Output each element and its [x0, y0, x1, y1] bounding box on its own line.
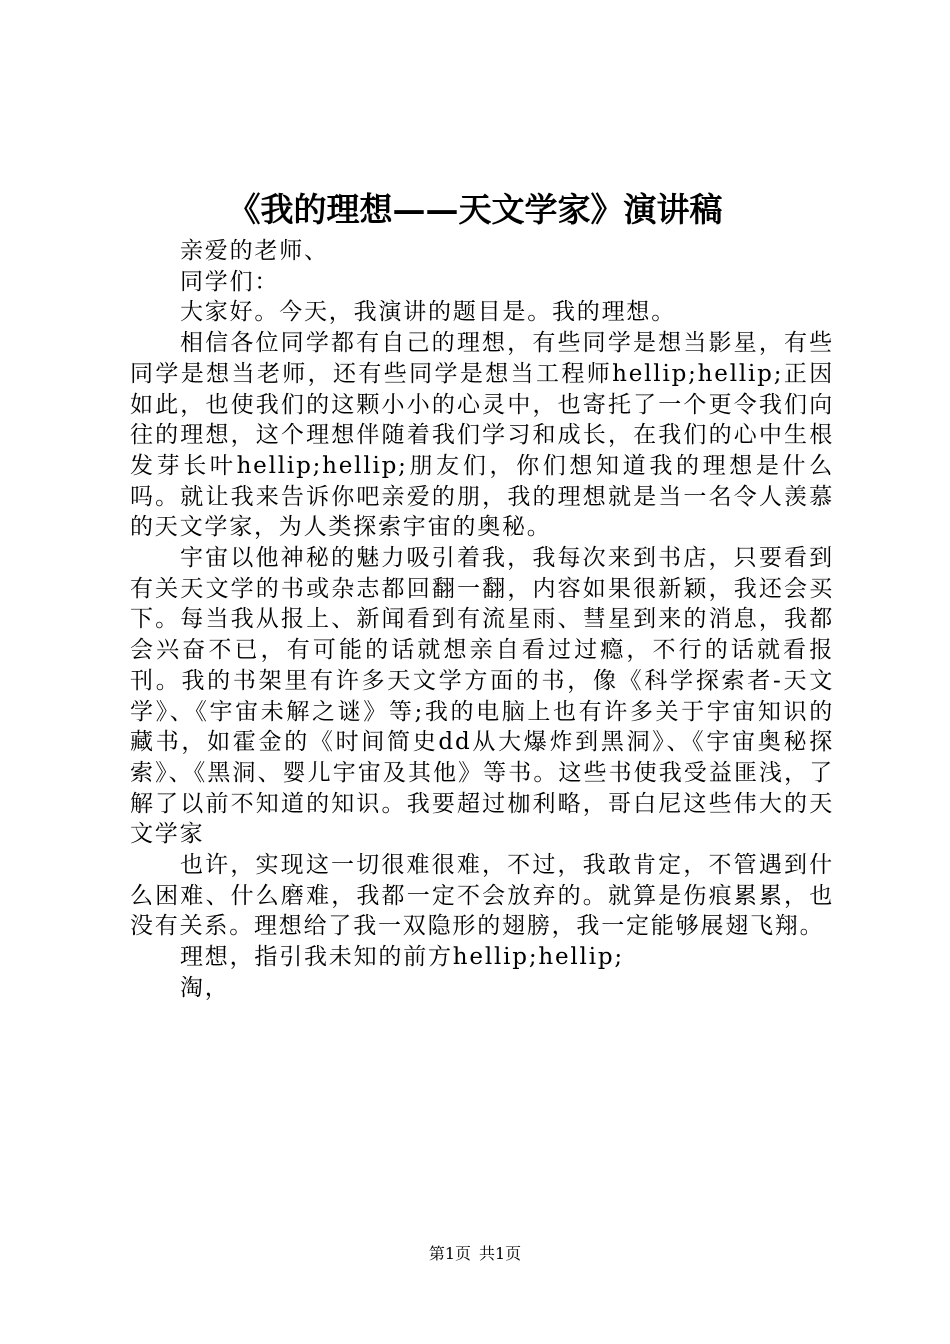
- paragraph-determination: 也许，实现这一切很难很难，不过，我敢肯定，不管遇到什么困难、什么磨难，我都一定不会放弃的。就算是伤痕累累，也没有关系。理想给了我一双隐形的翅膀，我一定能够展翅飞翔。: [130, 852, 834, 940]
- page-footer: [0, 1242, 950, 1266]
- paragraph-universe-interest: 宇宙以他神秘的魅力吸引着我，我每次来到书店，只要看到有关天文学的书或杂志都回翻一翻，内容如果很新颖，我还会买下。每当我从报上、新闻看到有流星雨、彗星到来的消息，我都会兴奋不已，有可能的话就想亲自看过过瘾，不行的话就看报刊。我的书架里有许多天文学方面的书，像《科学探索者-天文学》、《宇宙未解之谜》等;我的电脑上也有许多关于宇宙知识的藏书，如霍金的《时间简史dd从大爆炸到黑洞》、《宇宙奥秘探索》、《黑洞、婴儿宇宙及其他》等书。这些书使我受益匪浅，了解了以前不知道的知识。我要超过枷利略，哥白尼这些伟大的天文学家: [130, 545, 834, 848]
- paragraph-trailing: 淘，: [180, 974, 230, 1001]
- paragraph-salutation-teachers: 亲爱的老师、: [180, 238, 329, 264]
- document-title: 《我的理想——天文学家》演讲稿: [227, 190, 723, 229]
- document-body: [130, 236, 834, 1004]
- page-number-total: 共1页: [479, 1244, 522, 1263]
- paragraph-closing: 理想，指引我未知的前方hellip;hellip;: [180, 944, 624, 971]
- paragraph-salutation-classmates: 同学们：: [180, 268, 280, 295]
- paragraph-ideal-intro: 相信各位同学都有自己的理想，有些同学是想当影星，有些同学是想当老师，还有些同学是想当工程师hellip;hellip;正因如此，也使我们的这颗小小的心灵中，也寄托了一个更令我们向往的理想，这个理想伴随着我们学习和成长，在我们的心中生根发芽长叶hellip;hellip;朋友们，你们想知道我的理想是什么吗。就让我来告诉你吧亲爱的朋，我的理想就是当一名令人羡慕的天文学家，为人类探索宇宙的奥秘。: [130, 330, 834, 541]
- paragraph-greeting: 大家好。今天，我演讲的题目是。我的理想。: [180, 299, 676, 326]
- page-number-current: 第1页: [428, 1244, 471, 1263]
